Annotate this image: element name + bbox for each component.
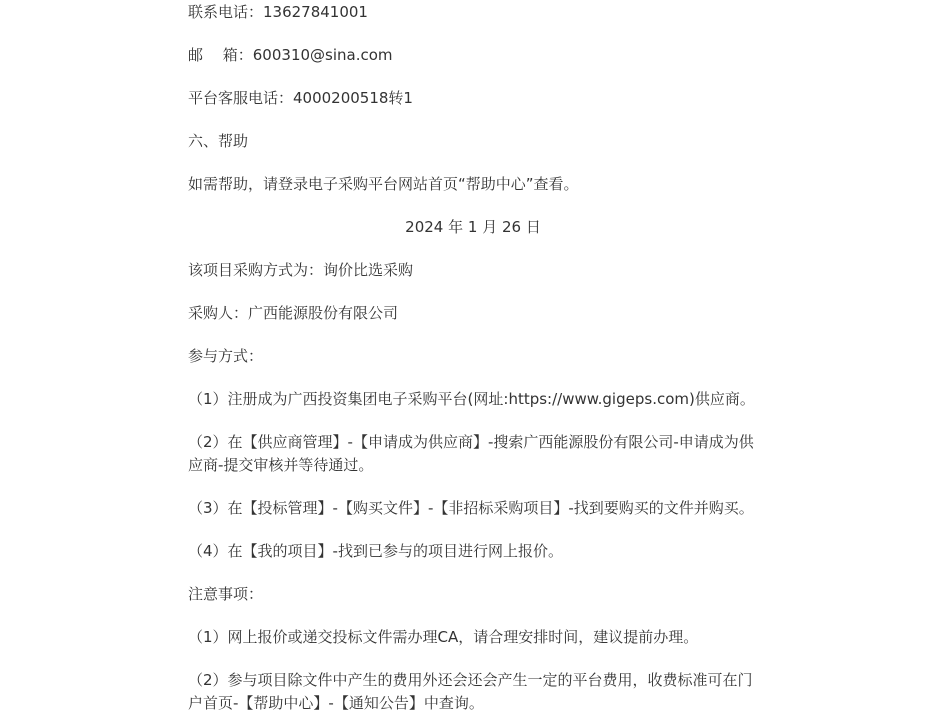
participation-step: （3）在【投标管理】-【购买文件】-【非招标采购项目】-找到要购买的文件并购买。	[188, 499, 754, 517]
document-date: 2024 年 1 月 26 日	[405, 218, 541, 236]
notes-heading: 注意事项：	[188, 585, 264, 603]
contact-phone: 联系电话：13627841001	[188, 3, 368, 21]
note-item: （1）网上报价或递交投标文件需办理CA，请合理安排时间，建议提前办理。	[188, 628, 699, 646]
purchaser: 采购人：广西能源股份有限公司	[188, 304, 399, 322]
participation-step: （2）在【供应商管理】-【申请成为供应商】-搜索广西能源股份有限公司-申请成为供应商-提交审核并等待通过。	[188, 433, 754, 474]
note-item: （2）参与项目除文件中产生的费用外还会还会产生一定的平台费用，收费标准可在门户首页-【帮助中心】-【通知公告】中查询。	[188, 671, 753, 712]
contact-email: 邮 箱：600310@sina.com	[188, 46, 393, 64]
document-body	[188, 0, 758, 715]
participation-heading: 参与方式：	[188, 347, 264, 365]
procurement-method: 该项目采购方式为：询价比选采购	[188, 261, 414, 279]
help-heading: 六、帮助	[188, 132, 249, 150]
participation-step: （4）在【我的项目】-找到已参与的项目进行网上报价。	[188, 542, 563, 560]
help-text: 如需帮助，请登录电子采购平台网站首页“帮助中心”查看。	[188, 175, 579, 193]
contact-service-phone: 平台客服电话：4000200518转1	[188, 89, 413, 107]
participation-step: （1）注册成为广西投资集团电子采购平台(网址:https://www.gigeps.com)供应商。	[188, 390, 755, 408]
